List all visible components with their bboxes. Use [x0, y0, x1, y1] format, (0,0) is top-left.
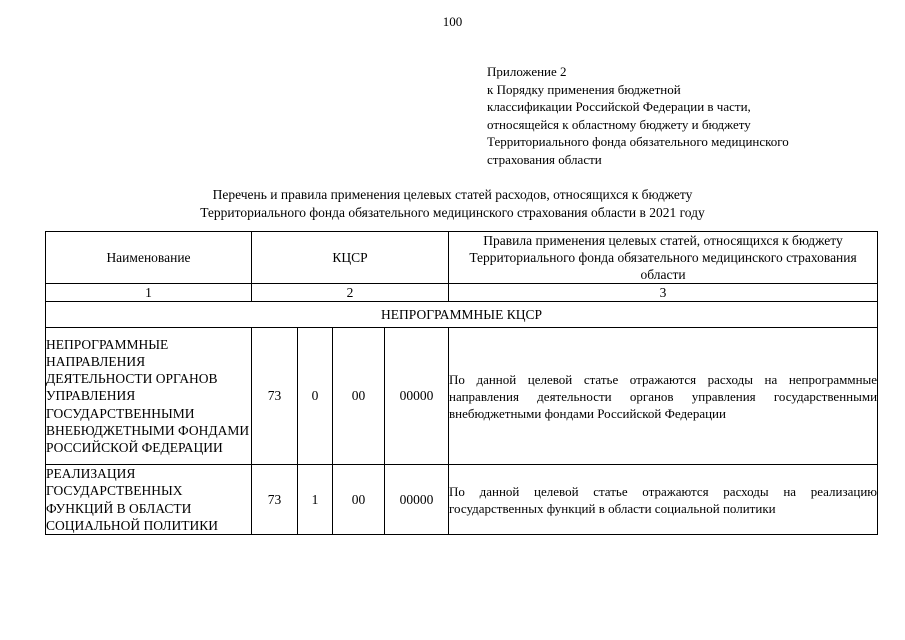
row-name: РЕАЛИЗАЦИЯ ГОСУДАРСТВЕННЫХ ФУНКЦИЙ В ОБЛАСТИ СОЦИАЛЬНОЙ ПОЛИТИКИ	[46, 465, 252, 535]
document-title-line: Территориального фонда обязательного медицинского страхования области в 2021 году	[200, 204, 705, 220]
row-description	[449, 465, 878, 535]
header-code: КЦСР	[252, 232, 449, 284]
document-title-line: Перечень и правила применения целевых статей расходов, относящихся к бюджету	[212, 187, 693, 202]
appendix-line: классификации Российской Федерации в части,	[487, 99, 751, 114]
appendix-line: к Порядку применения бюджетной	[487, 81, 681, 97]
row-description	[449, 328, 878, 465]
page-number: 100	[442, 14, 463, 29]
appendix-line: Территориального фонда обязательного медицинского	[487, 134, 789, 149]
appendix-note	[487, 63, 887, 168]
table-row	[46, 328, 878, 465]
section-row	[46, 302, 878, 328]
column-number: 2	[252, 284, 449, 302]
header-name: Наименование	[46, 232, 252, 284]
column-number: 1	[46, 284, 252, 302]
appendix-line: относящейся к областному бюджету и бюджету	[487, 116, 751, 132]
table-header-row	[46, 232, 878, 284]
appendix-line: страхования области	[487, 151, 602, 167]
section-title: НЕПРОГРАММНЫЕ КЦСР	[46, 302, 878, 328]
row-code-direction: 00000	[385, 328, 449, 465]
row-code-program: 73	[252, 328, 298, 465]
column-number-row	[46, 284, 878, 302]
document-title	[0, 186, 905, 221]
row-description-text: По данной целевой статье отражаются расходы на реализацию государственных функций в области социальной политики	[449, 483, 878, 516]
row-code-subprogram: 0	[298, 328, 333, 465]
row-code-main-event: 00	[333, 465, 385, 535]
row-code-subprogram: 1	[298, 465, 333, 535]
table-row	[46, 465, 878, 535]
row-code-main-event: 00	[333, 328, 385, 465]
row-code-program: 73	[252, 465, 298, 535]
column-number: 3	[449, 284, 878, 302]
row-name: НЕПРОГРАММНЫЕ НАПРАВЛЕНИЯ ДЕЯТЕЛЬНОСТИ ОРГАНОВ УПРАВЛЕНИЯ ГОСУДАРСТВЕННЫМИ ВНЕБЮДЖЕТНЫМИ ФОНДАМИ РОССИЙСКОЙ ФЕДЕРАЦИИ	[46, 328, 252, 465]
header-rules: Правила применения целевых статей, относящихся к бюджету Территориального фонда обязательного медицинского страхования области	[449, 232, 878, 284]
appendix-line: Приложение 2	[487, 64, 567, 79]
kcsr-table	[45, 231, 878, 535]
row-description-text: По данной целевой статье отражаются расходы на непрограммные направления деятельности органов управления государственными внебюджетными фондами Российской Федерации	[449, 371, 878, 421]
row-code-direction: 00000	[385, 465, 449, 535]
